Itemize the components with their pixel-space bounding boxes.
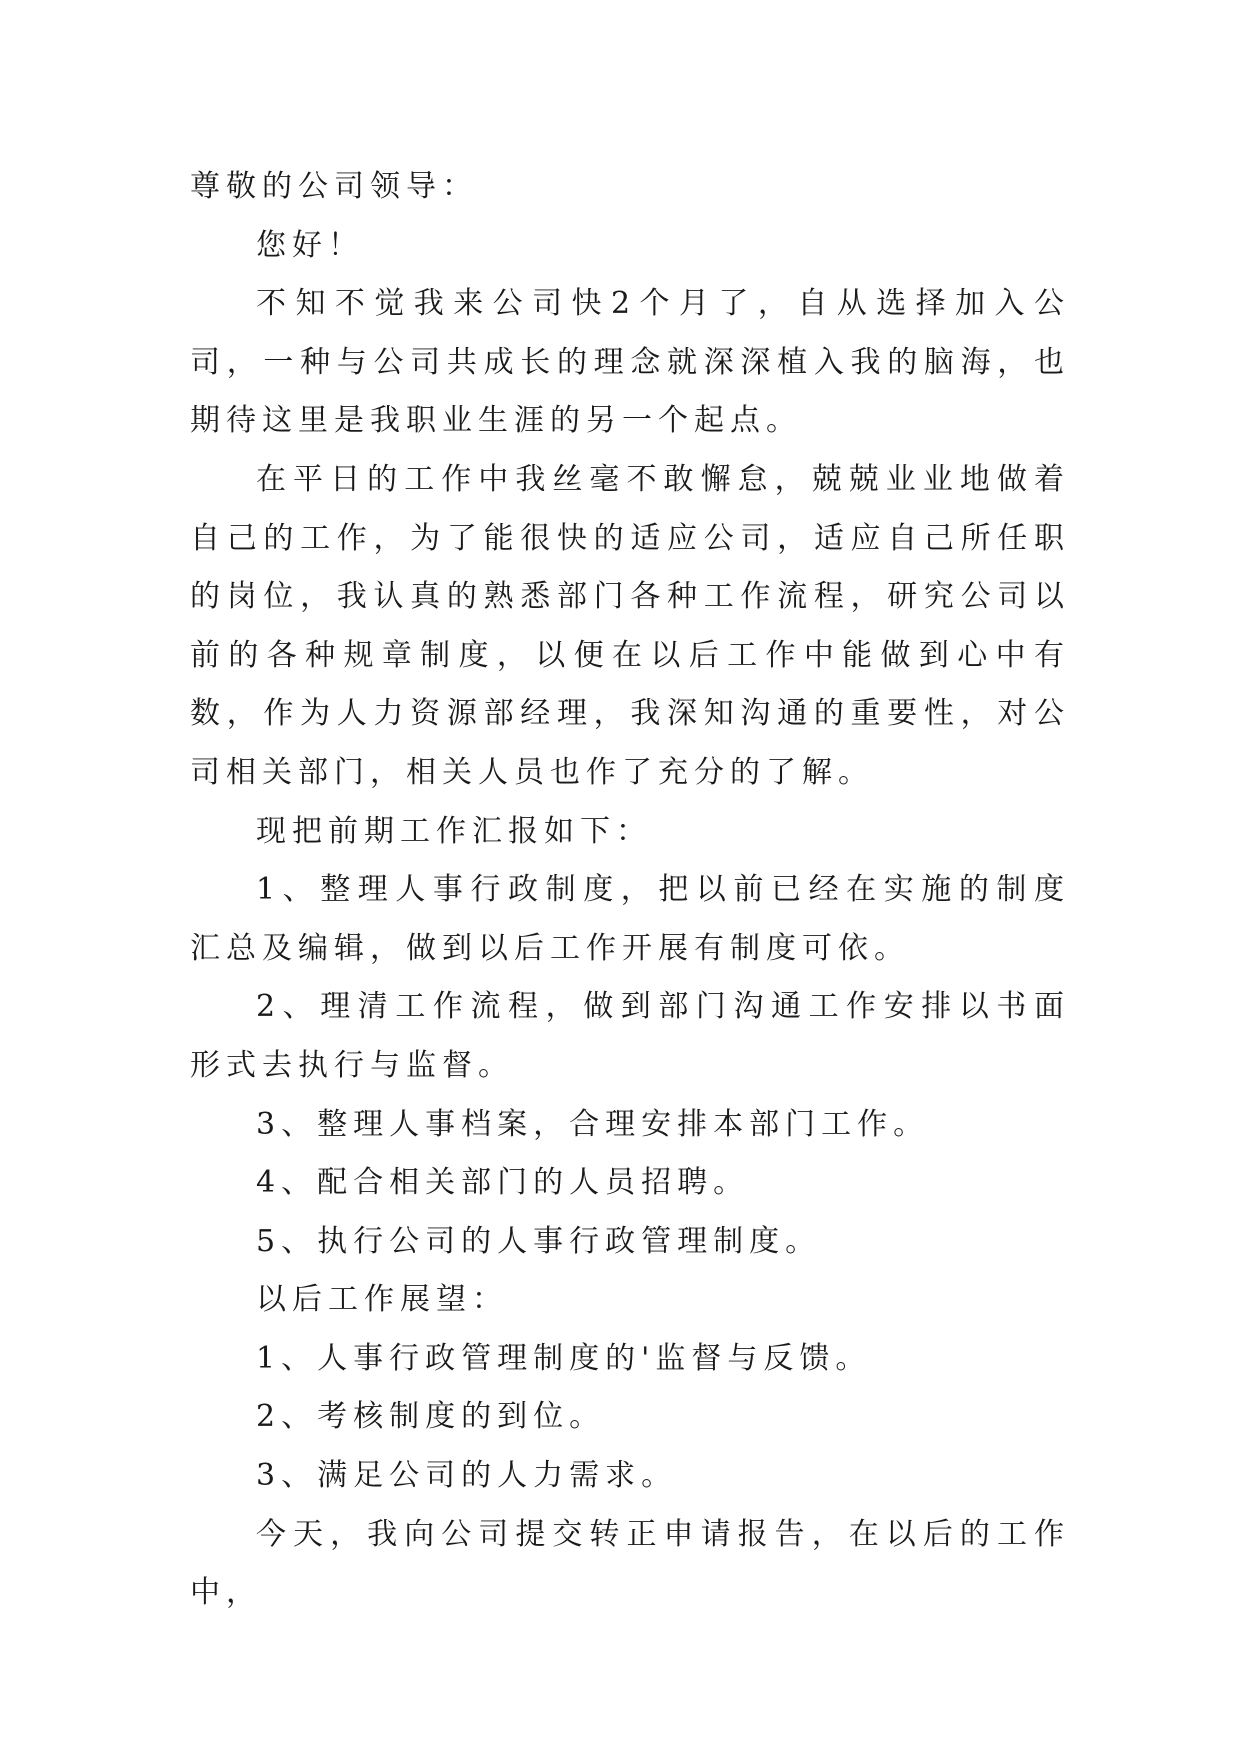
salutation: 尊敬的公司领导： — [190, 169, 478, 204]
outlook-intro: 以后工作展望： — [256, 1282, 508, 1318]
report-item: 2、理清工作流程，做到部门沟通工作安排以书面形式去执行与监督。 — [190, 989, 1070, 1083]
greeting: 您好！ — [256, 227, 364, 263]
outlook-item: 3、满足公司的人力需求。 — [256, 1458, 678, 1494]
report-intro: 现把前期工作汇报如下： — [256, 813, 652, 849]
report-item: 5、执行公司的人事行政管理制度。 — [256, 1223, 822, 1259]
report-item: 4、配合相关部门的人员招聘。 — [256, 1165, 750, 1201]
letter-body — [190, 158, 1070, 1623]
report-item: 1、整理人事行政制度，把以前已经在实施的制度汇总及编辑，做到以后工作开展有制度可依。 — [190, 872, 1070, 966]
closing-paragraph: 今天，我向公司提交转正申请报告，在以后的工作中， — [190, 1516, 1070, 1611]
paragraph-intro: 不知不觉我来公司快2个月了，自从选择加入公司，一种与公司共成长的理念就深深植入我的脑海，也期待这里是我职业生涯的另一个起点。 — [190, 286, 1070, 439]
paragraph-work: 在平日的工作中我丝毫不敢懈怠，兢兢业业地做着自己的工作，为了能很快的适应公司，适应自己所任职的岗位，我认真的熟悉部门各种工作流程，研究公司以前的各种规章制度，以便在以后工作中能做到心中有数，作为人力资源部经理，我深知沟通的重要性，对公司相关部门，相关人员也作了充分的了解。 — [190, 461, 1070, 790]
outlook-item: 2、考核制度的到位。 — [256, 1399, 606, 1435]
outlook-item: 1、人事行政管理制度的'监督与反馈。 — [256, 1340, 872, 1376]
report-item: 3、整理人事档案，合理安排本部门工作。 — [256, 1106, 930, 1142]
